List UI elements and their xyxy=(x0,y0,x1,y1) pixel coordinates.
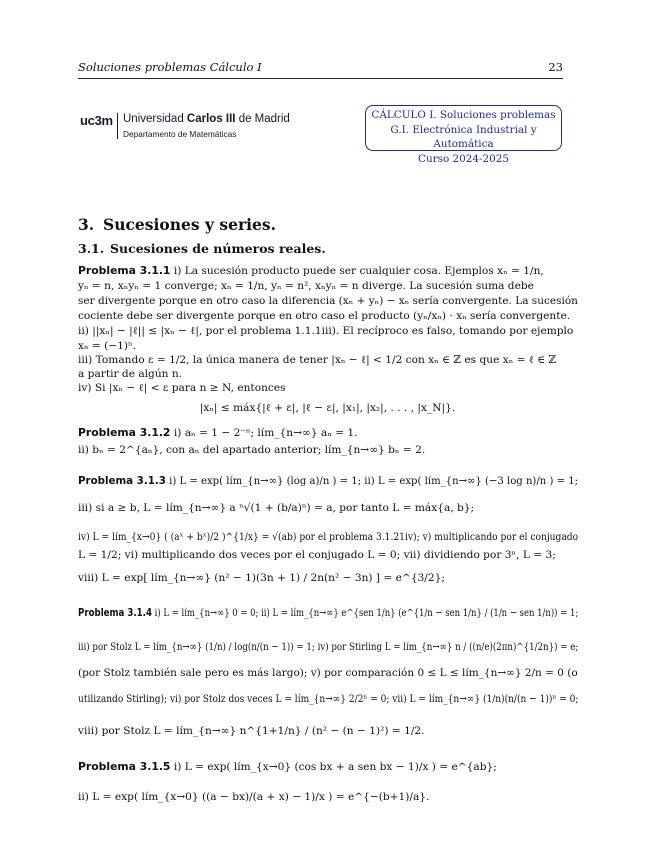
section-heading xyxy=(78,215,276,234)
logo-divider xyxy=(117,113,118,139)
problem-3-1-1-line-5: ii) ||xₙ| − |ℓ|| ≤ |xₙ − ℓ|, por el problema 1.1.1iii). El recíproco es falso, tomando por ejemplo xyxy=(78,325,574,337)
problem-3-1-3-line-1 xyxy=(78,474,578,488)
page-number: 23 xyxy=(548,60,563,74)
problem-text: i) L = lím_{n→∞} 0 = 0; ii) L = lím_{n→∞} e^{sen 1/n} (e^{1/n − sen 1/n} / (1/n − sen 1/n)) = 1; xyxy=(151,607,579,619)
problem-3-1-1-line-9: iv) Si |xₙ − ℓ| < ε para n ≥ N, entonces xyxy=(78,382,286,394)
problem-3-1-3-line-5: viii) L = exp[ lím_{n→∞} (n² − 1)(3n + 1) / 2n(n² − 3n) ] = e^{3/2}; xyxy=(78,572,445,584)
problem-3-1-1-line-3: ser divergente porque en otro caso la diferencia (xₙ + yₙ) − xₙ sería convergente. La sucesión xyxy=(78,295,578,307)
section-number: 3. xyxy=(78,215,95,234)
problem-label: Problema 3.1.5 xyxy=(78,760,171,773)
problem-3-1-1-line-4: cociente debe ser divergente porque en otro caso el producto (yₙ/xₙ) · xₙ sería convergente. xyxy=(78,310,571,322)
problem-3-1-3-line-2: iii) si a ≥ b, L = lím_{n→∞} a ⁿ√(1 + (b/a)ⁿ) = a, por tanto L = máx{a, b}; xyxy=(78,502,475,514)
problem-label: Problema 3.1.4 xyxy=(78,606,152,619)
problem-3-1-1-line-1 xyxy=(78,264,544,278)
course-line-1: CÁLCULO I. Soluciones problemas xyxy=(371,109,556,121)
problem-3-1-1-line-8: a partir de algún n. xyxy=(78,368,183,380)
problem-3-1-1-line-2: yₙ = n, xₙyₙ = 1 converge; xₙ = 1/n, yₙ = n², xₙyₙ = n diverge. La sucesión suma debe xyxy=(78,280,534,292)
problem-text: i) L = exp( lím_{n→∞} (log a)/n ) = 1; ii) L = exp( lím_{n→∞} (−3 log n)/n ) = 1; xyxy=(165,475,579,487)
problem-3-1-1-display-equation: |xₙ| ≤ máx{|ℓ + ε|, |ℓ − ε|, |x₁|, |x₂|, . . . , |x_N|}. xyxy=(199,402,456,414)
problem-label: Problema 3.1.3 xyxy=(78,474,166,487)
department-name: Departamento de Matemáticas xyxy=(123,129,237,139)
uc3m-mark: uc3m xyxy=(80,113,113,128)
problem-3-1-4-line-3: (por Stolz también sale pero es más largo); v) por comparación 0 ≤ L ≤ lím_{n→∞} 2/n = 0 (o xyxy=(78,667,578,679)
header-rule xyxy=(78,78,563,79)
problem-3-1-1-line-6: xₙ = (−1)ⁿ. xyxy=(78,340,137,352)
course-line-2: G.I. Electrónica Industrial y Automática xyxy=(390,123,537,150)
problem-3-1-4-line-2: iii) por Stolz L = lím_{n→∞} (1/n) / log(n/(n − 1)) = 1; iv) por Stirling L = lím_{n→∞} n / ((n/e)(2πn)^{1/2n}) = e; xyxy=(78,641,579,653)
problem-text: i) aₙ = 1 − 2⁻ⁿ; lím_{n→∞} aₙ = 1. xyxy=(170,427,358,439)
university-name-regular: Universidad xyxy=(123,113,187,125)
problem-3-1-5-line-2: ii) L = exp( lím_{x→0} ((a − bx)/(a + x) − 1)/x ) = e^{−(b+1)/a}. xyxy=(78,791,430,803)
section-title: Sucesiones y series. xyxy=(103,215,276,234)
problem-3-1-2-line-2: ii) bₙ = 2^{aₙ}, con aₙ del apartado anterior; lím_{n→∞} bₙ = 2. xyxy=(78,444,426,456)
running-title: Soluciones problemas Cálculo I xyxy=(78,60,262,74)
university-name-tail: de Madrid xyxy=(235,113,290,125)
problem-3-1-4-line-4: utilizando Stirling); vi) por Stolz dos veces L = lím_{n→∞} 2/2ⁿ = 0; vii) L = lím_{n→∞} (1/n)(n/(n − 1))ⁿ = 0; xyxy=(78,693,579,705)
problem-text: i) L = exp( lím_{x→0} (cos bx + a sen bx − 1)/x ) = e^{ab}; xyxy=(170,761,497,773)
university-name-bold: Carlos III xyxy=(186,113,236,125)
university-name xyxy=(123,113,290,125)
subsection-heading xyxy=(78,241,326,256)
problem-3-1-3-line-4: L = 1/2; vi) multiplicando dos veces por el conjugado L = 0; vii) dividiendo por 3ⁿ, L = 3; xyxy=(78,549,556,561)
problem-3-1-1-line-7: iii) Tomando ε = 1/2, la única manera de tener |xₙ − ℓ| < 1/2 con xₙ ∈ ℤ es que xₙ = ℓ ∈ ℤ xyxy=(78,354,557,366)
problem-3-1-5-line-1 xyxy=(78,760,497,774)
course-info-box xyxy=(365,105,562,165)
subsection-number: 3.1. xyxy=(78,241,105,256)
problem-3-1-2-line-1 xyxy=(78,426,358,440)
problem-label: Problema 3.1.2 xyxy=(78,426,171,439)
problem-text: i) La sucesión producto puede ser cualquier cosa. Ejemplos xₙ = 1/n, xyxy=(170,265,544,277)
problem-3-1-4-line-1 xyxy=(78,606,578,620)
problem-label: Problema 3.1.1 xyxy=(78,264,171,277)
subsection-title: Sucesiones de números reales. xyxy=(110,241,326,256)
problem-3-1-4-line-5: viii) por Stolz L = lím_{n→∞} n^{1+1/n} / (n² − (n − 1)²) = 1/2. xyxy=(78,725,425,737)
course-line-3: Curso 2024-2025 xyxy=(418,152,509,165)
problem-3-1-3-line-3: iv) L = lím_{x→0} ( (aˣ + bˣ)/2 )^{1/x} = √(ab) por el problema 3.1.21iv); v) multiplicando por el conjugado xyxy=(78,531,579,543)
